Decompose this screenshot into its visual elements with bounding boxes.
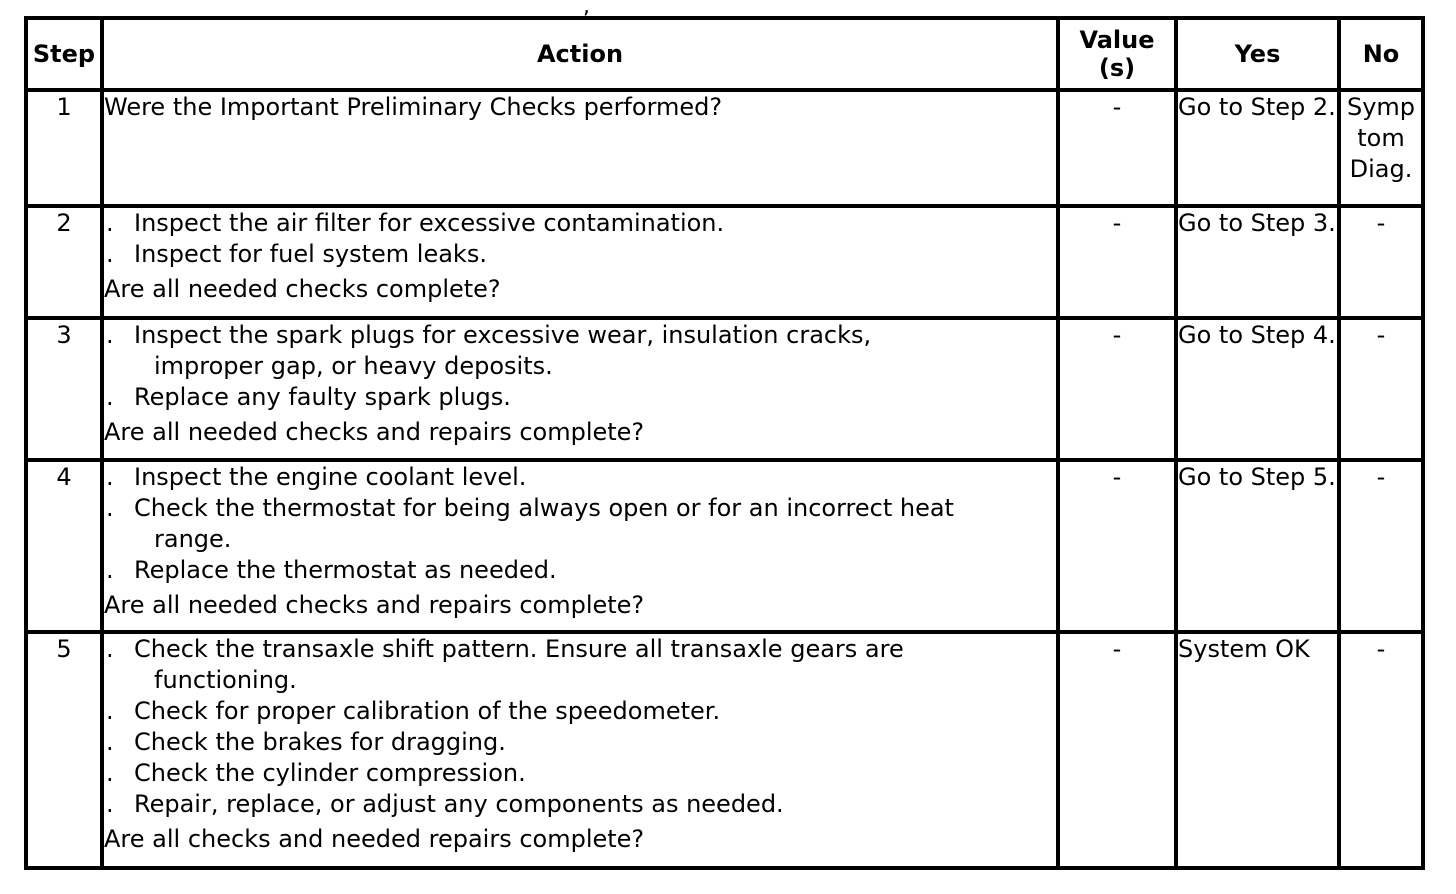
- column-header-action: Action: [102, 18, 1058, 90]
- header-row: [26, 18, 1423, 90]
- step-number: 3: [26, 318, 102, 460]
- no-cell: -: [1339, 460, 1423, 632]
- bullet-text: [134, 789, 1056, 820]
- no-cell: -: [1339, 206, 1423, 318]
- value-cell: -: [1058, 460, 1176, 632]
- yes-cell: Go to Step 2.: [1176, 90, 1339, 206]
- action-bullet: [104, 696, 1056, 727]
- bullet-line: Inspect the spark plugs for excessive wear, insulation cracks,: [134, 321, 872, 349]
- action-bullet: [104, 320, 1056, 382]
- bullet-text: [134, 462, 1056, 493]
- table-row: [26, 318, 1423, 460]
- action-bullet: [104, 555, 1056, 586]
- yes-cell: Go to Step 4.: [1176, 318, 1339, 460]
- yes-cell: Go to Step 3.: [1176, 206, 1339, 318]
- bullet-line: improper gap, or heavy deposits.: [154, 352, 553, 380]
- table-row: [26, 632, 1423, 868]
- action-question: Are all needed checks and repairs complete?: [104, 418, 645, 446]
- bullet-line: range.: [154, 525, 232, 553]
- bullet-line: Check the thermostat for being always open or for an incorrect heat: [134, 494, 954, 522]
- value-cell: -: [1058, 318, 1176, 460]
- bullet-text: [134, 208, 1056, 239]
- bullet-line: Replace any faulty spark plugs.: [134, 383, 511, 411]
- bullet-marker: .: [106, 463, 114, 491]
- bullet-marker: .: [106, 635, 114, 663]
- bullet-marker: .: [106, 697, 114, 725]
- bullet-marker: .: [106, 321, 114, 349]
- action-bullet: [104, 789, 1056, 820]
- action-question: Are all needed checks complete?: [104, 275, 501, 303]
- bullet-line: Replace the thermostat as needed.: [134, 556, 557, 584]
- bullet-line: Inspect the engine coolant level.: [134, 463, 527, 491]
- bullet-text: [134, 634, 1056, 696]
- bullet-text: [134, 758, 1056, 789]
- action-question: Were the Important Preliminary Checks performed?: [104, 93, 723, 121]
- bullet-text: [134, 493, 1056, 555]
- bullet-text: [134, 320, 1056, 382]
- bullet-marker: .: [106, 383, 114, 411]
- step-number: 5: [26, 632, 102, 868]
- step-number: 1: [26, 90, 102, 206]
- step-number: 2: [26, 206, 102, 318]
- table-row: [26, 206, 1423, 318]
- bullet-line: functioning.: [154, 666, 297, 694]
- column-header-step: Step: [26, 18, 102, 90]
- bullet-line: Check the brakes for dragging.: [134, 728, 506, 756]
- no-cell: Symp tom Diag.: [1339, 90, 1423, 206]
- action-cell: [102, 318, 1058, 460]
- diagnostic-table: [24, 16, 1425, 870]
- action-cell: [102, 632, 1058, 868]
- bullet-text: [134, 239, 1056, 270]
- action-question: Are all needed checks and repairs complete?: [104, 591, 645, 619]
- bullet-line: Inspect the air filter for excessive contamination.: [134, 209, 725, 237]
- bullet-marker: .: [106, 759, 114, 787]
- bullet-line: Inspect for fuel system leaks.: [134, 240, 487, 268]
- no-cell: -: [1339, 318, 1423, 460]
- action-question: Are all checks and needed repairs complete?: [104, 825, 645, 853]
- bullet-marker: .: [106, 494, 114, 522]
- bullet-line: Check the transaxle shift pattern. Ensure all transaxle gears are: [134, 635, 904, 663]
- step-number: 4: [26, 460, 102, 632]
- bullet-marker: .: [106, 790, 114, 818]
- column-header-no: No: [1339, 18, 1423, 90]
- bullet-line: Repair, replace, or adjust any components as needed.: [134, 790, 784, 818]
- value-cell: -: [1058, 90, 1176, 206]
- column-header-yes: Yes: [1176, 18, 1339, 90]
- action-cell: [102, 460, 1058, 632]
- bullet-text: [134, 727, 1056, 758]
- action-bullet: [104, 382, 1056, 413]
- bullet-text: [134, 382, 1056, 413]
- bullet-marker: .: [106, 209, 114, 237]
- action-cell: [102, 206, 1058, 318]
- yes-cell: System OK: [1176, 632, 1339, 868]
- table-row: [26, 460, 1423, 632]
- table-row: [26, 90, 1423, 206]
- bullet-marker: .: [106, 556, 114, 584]
- action-cell: [102, 90, 1058, 206]
- no-cell: -: [1339, 632, 1423, 868]
- action-bullet: [104, 208, 1056, 239]
- bullet-line: Check for proper calibration of the speedometer.: [134, 697, 721, 725]
- action-bullet: [104, 758, 1056, 789]
- action-bullet: [104, 634, 1056, 696]
- bullet-text: [134, 555, 1056, 586]
- page-mark: ,: [583, 0, 590, 19]
- value-cell: -: [1058, 632, 1176, 868]
- bullet-marker: .: [106, 240, 114, 268]
- action-bullet: [104, 727, 1056, 758]
- action-bullet: [104, 239, 1056, 270]
- yes-cell: Go to Step 5.: [1176, 460, 1339, 632]
- column-header-value: Value (s): [1058, 18, 1176, 90]
- value-cell: -: [1058, 206, 1176, 318]
- bullet-line: Check the cylinder compression.: [134, 759, 526, 787]
- bullet-text: [134, 696, 1056, 727]
- action-bullet: [104, 493, 1056, 555]
- bullet-marker: .: [106, 728, 114, 756]
- action-bullet: [104, 462, 1056, 493]
